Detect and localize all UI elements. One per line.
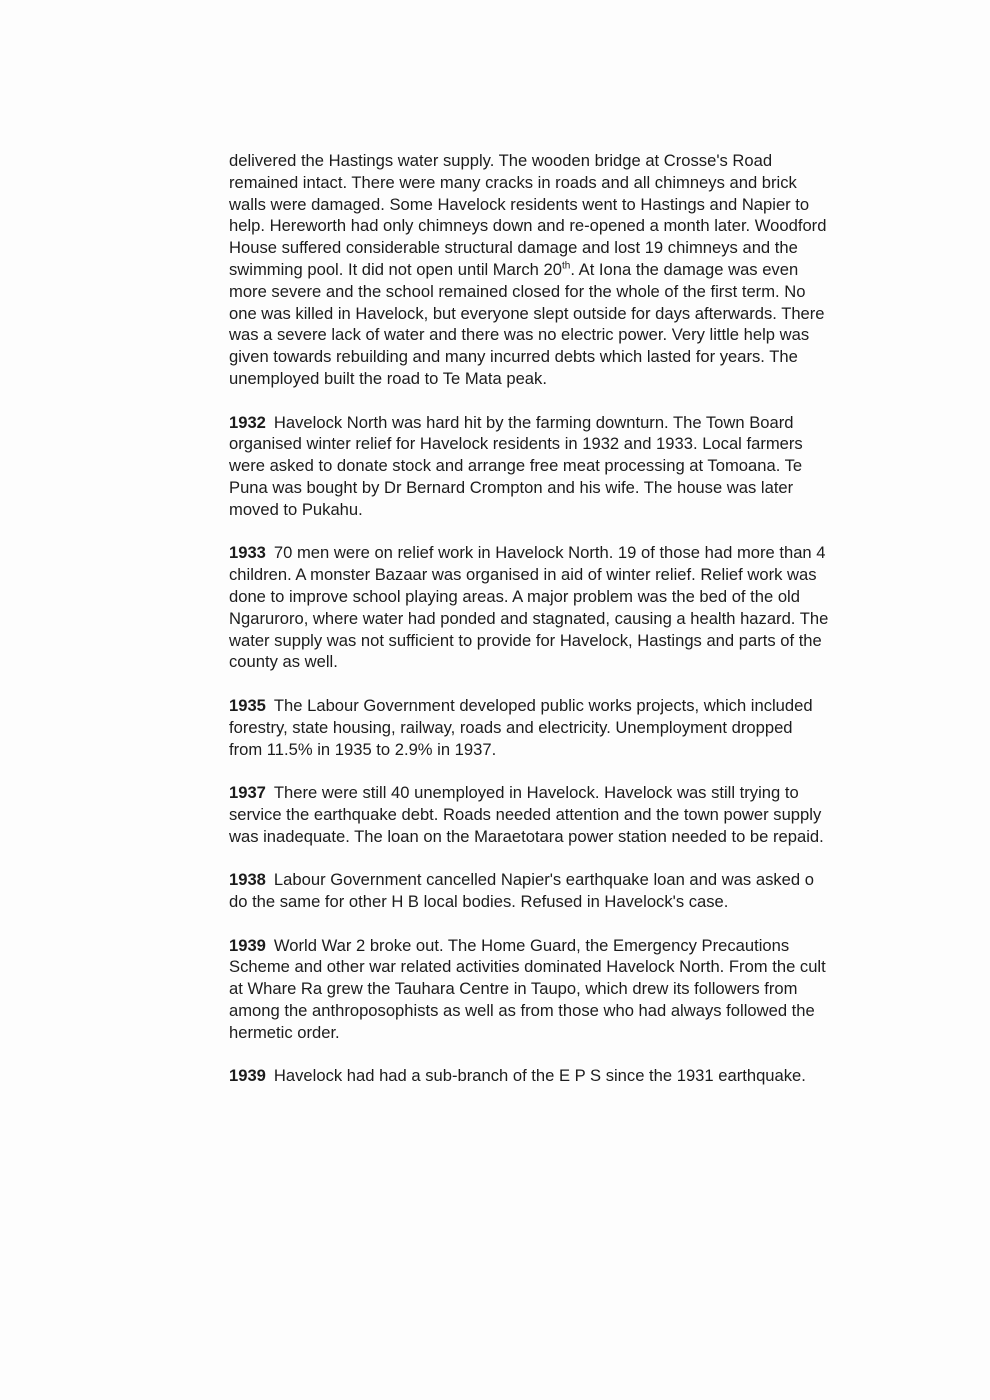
entry-text: Havelock North was hard hit by the farming downturn. The Town Board organised winter relief for Havelock residents in 1932 and 1933. Local farmers were asked to donate stock and arrange free meat processing at Tomoana. Te Puna was bought by Dr Bernard Crompton and his wife. The house was later moved to Pukahu. bbox=[229, 412, 803, 519]
timeline-entry-1939-war bbox=[229, 935, 829, 1044]
entry-year: 1932 bbox=[229, 412, 266, 432]
entry-year: 1935 bbox=[229, 695, 266, 715]
opening-text-part-1: delivered the Hastings water supply. The wooden bridge at Crosse's Road remained intact. There were many cracks in roads and all chimneys and brick walls were damaged. Some Havelock residents went to Hastings and Napier to help. Hereworth had only chimneys down and re-opened a month later. Woodford House suffered considerable structural damage and lost 19 chimneys and the swimming pool. It did not open until March 20 bbox=[229, 151, 827, 279]
timeline-entry-1932 bbox=[229, 412, 829, 521]
entry-year: 1937 bbox=[229, 783, 266, 803]
document-body bbox=[229, 150, 829, 1109]
entry-text: The Labour Government developed public works projects, which included forestry, state housing, railway, roads and electricity. Unemployment dropped from 11.5% in 1935 to 2.9% in 1937. bbox=[229, 695, 813, 759]
timeline-entry-1939-eps bbox=[229, 1065, 829, 1087]
timeline-entry-1938 bbox=[229, 869, 829, 913]
entry-text: World War 2 broke out. The Home Guard, the Emergency Precautions Scheme and other war related activities dominated Havelock North. From the cult at Whare Ra grew the Tauhara Centre in Taupo, which drew its followers from among the anthroposophists as well as from those who had always followed the hermetic order. bbox=[229, 935, 826, 1042]
entry-text: 70 men were on relief work in Havelock North. 19 of those had more than 4 children. A monster Bazaar was organised in aid of winter relief. Relief work was done to improve school playing areas. A major problem was the bed of the old Ngaruroro, where water had ponded and stagnated, causing a health hazard. The water supply was not sufficient to provide for Havelock, Hastings and parts of the county as well. bbox=[229, 543, 829, 672]
entry-text: Havelock had had a sub-branch of the E P S since the 1931 earthquake. bbox=[273, 1066, 806, 1086]
timeline-entry-1933 bbox=[229, 542, 829, 673]
entry-text: There were still 40 unemployed in Havelock. Havelock was still trying to service the earthquake debt. Roads needed attention and the town power supply was inadequate. The loan on the Maraetotara power station needed to be repaid. bbox=[229, 783, 824, 846]
ordinal-superscript: th bbox=[561, 260, 571, 272]
opening-paragraph bbox=[229, 150, 829, 390]
timeline-entry-1935 bbox=[229, 695, 829, 760]
entry-year: 1939 bbox=[229, 935, 266, 955]
opening-text-part-2: . At Iona the damage was even more severe and the school remained closed for the whole of the first term. No one was killed in Havelock, but everyone slept outside for days afterwards. There was a severe lack of water and there was no electric power. Very little help was given towards rebuilding and many incurred debts which lasted for years. The unemployed built the road to Te Mata peak. bbox=[229, 259, 825, 388]
timeline-entry-1937 bbox=[229, 782, 829, 847]
entry-year: 1933 bbox=[229, 543, 266, 563]
entry-year: 1939 bbox=[229, 1066, 266, 1086]
entry-year: 1938 bbox=[229, 870, 266, 890]
entry-text: Labour Government cancelled Napier's earthquake loan and was asked o do the same for other H B local bodies. Refused in Havelock's case. bbox=[229, 870, 814, 912]
